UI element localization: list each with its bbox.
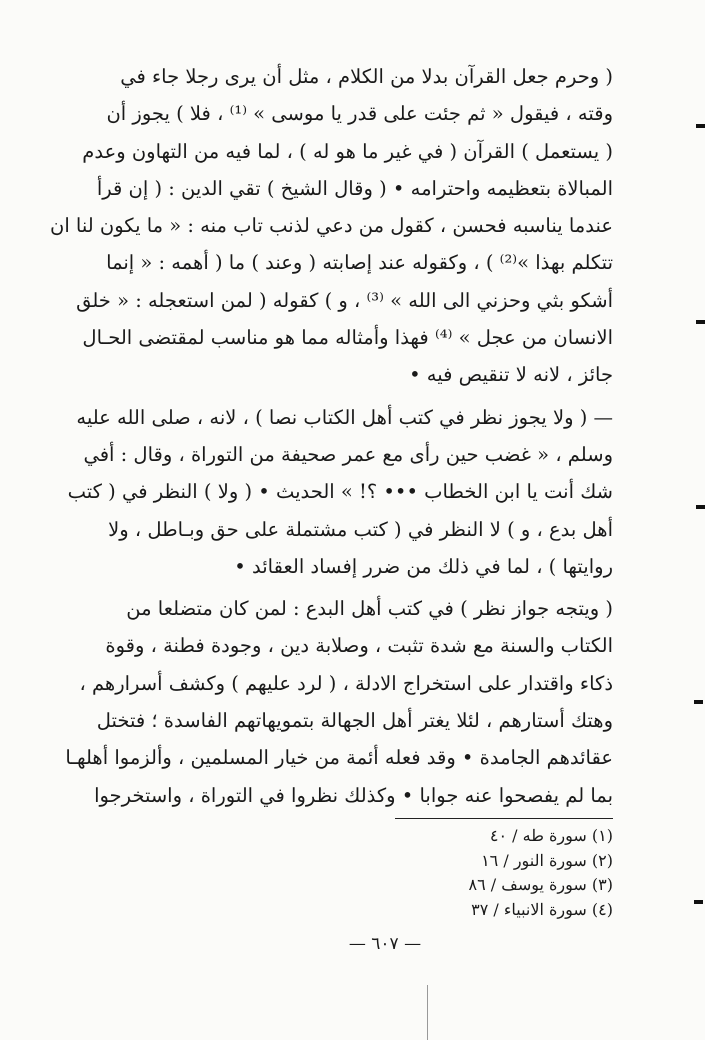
footnote-item: (٢) سورة النور / ١٦ [481,850,613,870]
text-line: الكتاب والسنة مع شدة تثبت ، وصلابة دين ، وجودة فطنة ، وقوة [105,634,613,658]
main-text [50,58,613,814]
scan-edge-mark [696,124,705,128]
text-line: روايتها ) ، لما في ذلك من ضرر إفساد العقائد • [234,554,613,578]
text-line: شك أنت يا ابن الخطاب ••• ؟! » الحديث • ( ولا ) النظر في ( كتب [67,480,613,504]
text-line: تتكلم بهذا »⁽²⁾ ) ، وكقوله عند إصابته ( وعند ) ما ( أهمه : « إنما [106,251,613,275]
text-line: عقائدهم الجامدة • وقد فعله أئمة من خيار المسلمين ، وألزموا أهلهـا [65,746,613,770]
text-line: الانسان من عجل » ⁽⁴⁾ فهذا وأمثاله مما هو مناسب لمقتضى الحـال [82,326,613,350]
footnote-divider [395,818,613,819]
text-line: — ( ولا يجوز نظر في كتب أهل الكتاب نصا ) ، لانه ، صلى الله عليه [76,405,613,429]
text-line: وهتك أستارهم ، لئلا يغتر أهل الجهالة بتمويهاتهم الفاسدة ؛ فتختل [96,709,613,733]
page-fold-line [427,985,428,1040]
footnotes [395,824,613,922]
text-line: ( يستعمل ) القرآن ( في غير ما هو له ) ، لما فيه من التهاون وعدم [82,139,613,163]
text-line: بما لم يفصحوا عنه جوابا • وكذلك نظروا في التوراة ، واستخرجوا [94,783,613,807]
text-line: وسلم ، « غضب حين رأى مع عمر صحيفة من التوراة ، وقال : أفي [83,442,613,466]
scan-edge-mark [696,320,705,324]
scan-edge-mark [694,900,703,904]
page-number: — ٦٠٧ — [348,934,422,954]
footnote-item: (٤) سورة الانبياء / ٣٧ [471,899,613,919]
scan-edge-mark [694,700,703,704]
text-line: ( ويتجه جواز نظر ) في كتب أهل البدع : لمن كان متضلعا من [126,597,613,621]
footnote-item: (٣) سورة يوسف / ٨٦ [468,875,613,894]
paragraph-1 [50,58,613,394]
text-line: وقته ، فيقول « ثم جئت على قدر يا موسى » ⁽¹⁾ ، فلا ) يجوز أن [106,102,613,126]
scan-edge-mark [696,505,705,509]
text-line: أهل بدع ، و ) لا النظر في ( كتب مشتملة على حق وبـاطل ، ولا [108,517,613,541]
text-line: جائز ، لانه لا تنقيص فيه • [409,363,613,387]
footnote-item: (١) سورة طه / ٤٠ [489,826,613,845]
text-line: ذكاء واقتدار على استخراج الادلة ، ( لرد عليهم ) وكشف أسرارهم ، [79,671,613,695]
paragraph-3 [65,590,613,814]
text-line: عندما يناسبه فحسن ، كقول من دعي لذنب تاب منه : « ما يكون لنا ان [50,214,613,238]
paragraph-2 [67,399,613,585]
text-line: المبالاة بتعظيمه واحترامه • ( وقال الشيخ ) تقي الدين : ( إن قرأ [96,176,613,200]
text-line: ( وحرم جعل القرآن بدلا من الكلام ، مثل أن يرى رجلا جاء في [120,65,613,88]
text-line: أشكو بثي وحزني الى الله » ⁽³⁾ ، و ) كقوله ( لمن استعجله : « خلق [76,288,613,312]
